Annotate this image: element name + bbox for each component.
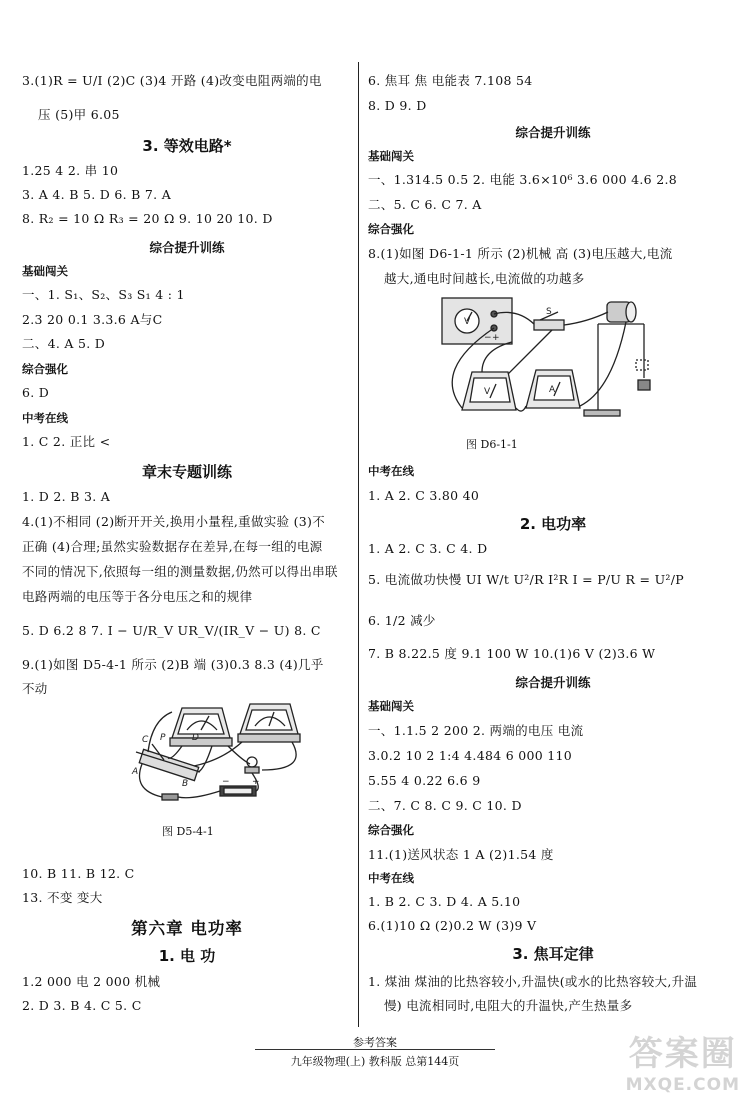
answer-line: 二、4. A 5. D <box>22 336 106 351</box>
answer-line: 6. D <box>22 385 50 400</box>
svg-text:−: − <box>222 777 230 787</box>
footer-info: 九年级物理(上) 教科版 总第144页 <box>290 1055 460 1068</box>
answer-line: 压 (5)甲 6.05 <box>38 107 120 122</box>
figure-caption: 图 D6-1-1 <box>466 438 518 451</box>
answer-line: 5. 电流做功快慢 UI W/t U²/R I²R I = P/U R = U²/P <box>368 572 684 587</box>
answer-line: 二、7. C 8. C 9. C 10. D <box>368 798 522 813</box>
answer-line: 一、1.314.5 0.5 2. 电能 3.6×10⁶ 3.6 000 4.6 2.8 <box>368 172 677 187</box>
answer-line: 正确 (4)合理;虽然实验数据存在差异,在每一组的电源 <box>22 539 323 554</box>
answer-line: 13. 不变 变大 <box>22 890 103 905</box>
answer-line: 5. D 6.2 8 7. I − U/R_V UR_V/(IR_V − U) 8. C <box>22 623 321 638</box>
svg-text:A: A <box>132 767 139 777</box>
answer-line: 5.55 4 0.22 6.6 9 <box>368 773 481 788</box>
answer-line: 1. A 2. C 3.80 40 <box>368 488 480 503</box>
answer-line: 2. D 3. B 4. C 5. C <box>22 998 142 1013</box>
label-heading: 中考在线 <box>368 871 414 885</box>
label-heading: 综合强化 <box>368 823 414 837</box>
section-title: 3. 等效电路* <box>142 137 232 155</box>
answer-line: 8. R₂ = 10 Ω R₃ = 20 Ω 9. 10 20 10. D <box>22 211 273 226</box>
section-title: 1. 电 功 <box>158 947 216 965</box>
svg-text:−: − <box>484 333 492 343</box>
svg-text:C: C <box>142 735 149 745</box>
label-heading: 基础闯关 <box>368 699 414 713</box>
svg-text:+: + <box>492 333 500 343</box>
svg-text:S: S <box>546 307 552 317</box>
answer-line: 3.(1)R = U/I (2)C (3)4 开路 (4)改变电阻两端的电 <box>22 73 322 88</box>
label-heading: 中考在线 <box>368 464 414 478</box>
answer-line: 1. D 2. B 3. A <box>22 489 111 504</box>
watermark-logo: 答案圈 MXQE.COM <box>625 1034 740 1095</box>
label-heading: 基础闯关 <box>22 264 68 278</box>
label-heading: 中考在线 <box>22 411 68 425</box>
answer-line: 9.(1)如图 D5-4-1 所示 (2)B 端 (3)0.3 8.3 (4)几乎 <box>22 657 324 672</box>
svg-text:A: A <box>549 385 556 395</box>
answer-line: 二、5. C 6. C 7. A <box>368 197 482 212</box>
label-heading: 基础闯关 <box>368 149 414 163</box>
answer-line: 10. B 11. B 12. C <box>22 866 135 881</box>
circuit-figure-d5-4-1 <box>112 700 312 810</box>
footer-label: 参考答案 <box>353 1036 397 1049</box>
answer-line: 1. C 2. 正比 < <box>22 434 111 449</box>
section-title: 3. 焦耳定律 <box>512 945 594 963</box>
answer-line: 3.0.2 10 2 1:4 4.484 6 000 110 <box>368 748 573 763</box>
chapter-title: 第六章 电功率 <box>131 919 243 938</box>
answer-line: 6. 1/2 减少 <box>368 613 436 628</box>
answer-line: 越大,通电时间越长,电流做的功越多 <box>384 271 585 286</box>
answer-line: 一、1.1.5 2 200 2. 两端的电压 电流 <box>368 723 584 738</box>
subsection-title: 综合提升训练 <box>515 675 591 690</box>
answer-line: 不动 <box>22 681 48 696</box>
svg-text:B: B <box>182 779 189 789</box>
answer-line: 3. A 4. B 5. D 6. B 7. A <box>22 187 172 202</box>
subsection-title: 综合提升训练 <box>149 240 225 255</box>
section-title: 2. 电功率 <box>519 515 587 533</box>
answer-line: 1.25 4 2. 串 10 <box>22 163 119 178</box>
figure-caption: 图 D5-4-1 <box>162 825 214 838</box>
answer-line: 慢) 电流相同时,电阻大的升温快,产生热量多 <box>384 998 633 1013</box>
circuit-figure-d6-1-1 <box>412 290 712 430</box>
svg-text:P: P <box>160 733 166 743</box>
answer-line: 1. 煤油 煤油的比热容较小,升温快(或水的比热容较大,升温 <box>368 974 698 989</box>
answer-line: 8.(1)如图 D6-1-1 所示 (2)机械 高 (3)电压越大,电流 <box>368 246 673 261</box>
answer-line: 1. B 2. C 3. D 4. A 5.10 <box>368 894 521 909</box>
answer-line: 2.3 20 0.1 3.3.6 A与C <box>22 312 163 327</box>
answer-line: 电路两端的电压等于各分电压之和的规律 <box>22 589 253 604</box>
subsection-title: 综合提升训练 <box>515 125 591 140</box>
label-heading: 综合强化 <box>22 362 68 376</box>
answer-line: 6. 焦耳 焦 电能表 7.108 54 <box>368 73 533 88</box>
svg-text:V: V <box>464 317 471 327</box>
answer-line: 8. D 9. D <box>368 98 427 113</box>
answer-line: 一、1. S₁、S₂、S₃ S₁ 4 : 1 <box>22 287 185 302</box>
footer-rule <box>255 1049 495 1050</box>
answer-line: 1.2 000 电 2 000 机械 <box>22 974 161 989</box>
answer-line: 7. B 8.22.5 度 9.1 100 W 10.(1)6 V (2)3.6 W <box>368 646 656 661</box>
section-title: 章末专题训练 <box>141 463 232 481</box>
svg-text:D: D <box>192 733 199 743</box>
svg-text:V: V <box>484 387 491 397</box>
answer-line: 不同的情况下,依照每一组的测量数据,仍然可以得出串联 <box>22 564 338 579</box>
label-heading: 综合强化 <box>368 222 414 236</box>
answer-line: 11.(1)送风状态 1 A (2)1.54 度 <box>368 847 554 862</box>
answer-line: 6.(1)10 Ω (2)0.2 W (3)9 V <box>368 918 537 933</box>
svg-text:+: + <box>252 777 260 787</box>
column-divider <box>358 62 359 1027</box>
answer-line: 1. A 2. C 3. C 4. D <box>368 541 488 556</box>
answer-line: 4.(1)不相同 (2)断开开关,换用小量程,重做实验 (3)不 <box>22 514 326 529</box>
